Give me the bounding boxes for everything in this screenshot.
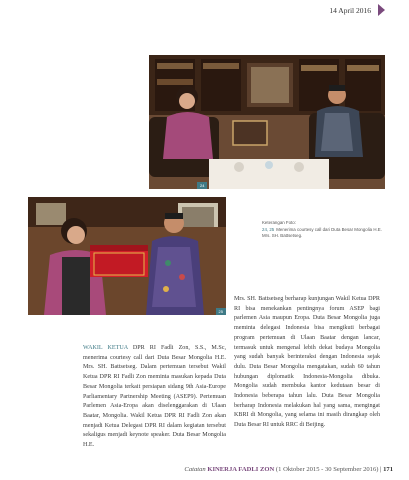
photo-meeting-seated [149, 55, 385, 189]
photo-number-25: 25 [216, 308, 226, 315]
photo-gift-exchange [28, 197, 226, 315]
footer-period: (1 Oktober 2015 - 30 September 2016) [275, 466, 379, 473]
photo-gift-exchange-illustration [28, 197, 226, 315]
caption-photo-numbers: 24, 25 [262, 226, 275, 232]
page-number: 171 [383, 466, 393, 473]
date-marker-triangle [378, 4, 385, 16]
article-right-column: Mrs. SH. Battsetseg berharap kunjungan Wakil Ketua DPR RI bisa menekankan pentingnya forum ASEP bagi parlemen Asia maupun Eropa. Duta Besar Mongolia juga meminta delegasi Indonesia bisa mengikuti berbagai program pertemuan di Ulaan Baatar dengan lancar, termasuk untuk mengenal lebih dekat budaya Mongolia yang sudah banyak berinteraksi dengan Indonesia sejak dulu. Duta Besar Mongolia mengatakan, sudah 60 tahun hubungan diplomatik Indonesia-Mongolia dibuka. Mongolia sudah membuka kantor kedutaan besar di Indonesia beberapa tahun lalu. Duta Besar Mongolia berharap Indonesia melakukan hal yang sama, mengingat KBRI di Mongolia, yang selama ini masih dirangkap oleh Duta Besar RI untuk RRC di Beijing. [234, 296, 380, 429]
article-lead-in: WAKIL KETUA [83, 345, 128, 351]
footer-title: KINERJA FADLI ZON [207, 466, 275, 473]
issue-date: 14 April 2016 [329, 6, 371, 15]
article-left-column [83, 344, 226, 451]
photo-caption [262, 220, 382, 240]
caption-title: Keterangan Foto: [262, 220, 296, 225]
page-footer: Catatan KINERJA FADLI ZON (1 Oktober 2015 - 30 September 2016) | 171 [184, 466, 393, 473]
photo-meeting-seated-illustration [149, 55, 385, 189]
caption-text: Menerima courtesy call dari Duta Besar Mongolia H.E. Mrs. SH. Battsetseg. [262, 226, 382, 238]
footer-prefix: Catatan [184, 466, 206, 473]
photo-number-24: 24 [197, 182, 207, 189]
article-left-body: DPR RI Fadli Zon, S.S., M.Sc, menerima courtesy call dari Duta Besar Mongolia H.E. Mrs. SH. Battsetseg. Dalam pertemuan tersebut Wakil Ketua DPR RI Fadli Zon meminta masukan kepada Duta Besar Mongolia terkait persiapan sidang 9th Asia-Europe Parliamentary Partnership Meeting (ASEP9). Pertemuan Parlemen Asia-Eropa akan diselenggarakan di Ulaan Baatar, Mongolia. Wakil Ketua DPR RI Fadli Zon akan menjadi Ketua Delegasi DPR RI dalam kegiatan tersebut sekaligus menjadi keynote speaker. Duta Besar Mongolia H.E. [83, 345, 226, 449]
